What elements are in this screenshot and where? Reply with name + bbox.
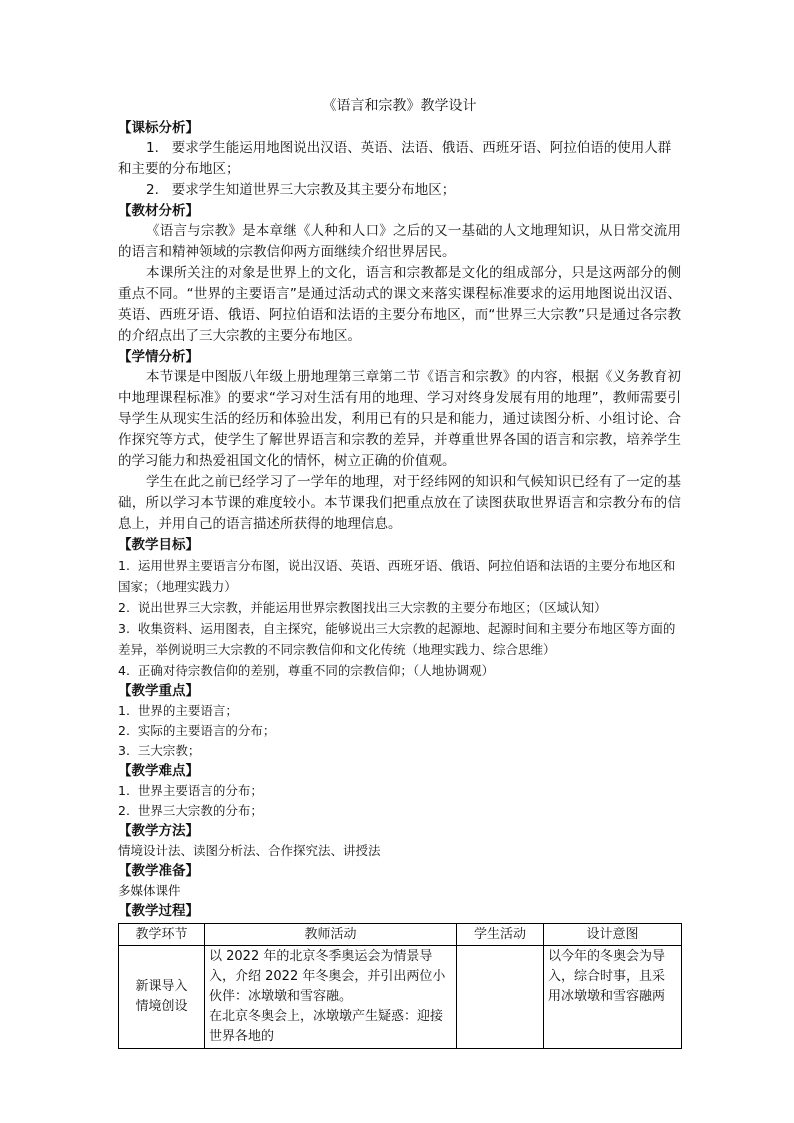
column-header: 学生活动 <box>457 924 544 946</box>
objective-item: 3. 收集资料、运用图表，自主探究，能够说出三大宗教的起源地、起源时间和主要分布地区等方面的差异，举例说明三大宗教的不同宗教信仰和文化传统（地理实践力、综合思维） <box>118 621 676 657</box>
heading-key-points: 【教学重点】 <box>118 683 199 699</box>
heading-textbook: 【教材分析】 <box>118 203 199 219</box>
students-paragraph: 学生在此之前已经学习了一学年的地理，对于经纬网的知识和气候知识已经有了一定的基础，所以学习本节课的难度较小。本节课我们把重点放在了读图获取世界语言和宗教分布的信息上，并用自己的语言描述所获得的地理信息。 <box>118 474 681 532</box>
heading-methods: 【教学方法】 <box>118 823 199 839</box>
heading-standard: 【课标分析】 <box>118 120 199 136</box>
objective-item: 1. 运用世界主要语言分布图，说出汉语、英语、西班牙语、俄语、阿拉伯语和法语的主要分布地区和国家；（地理实践力） <box>118 558 676 594</box>
preparation-text: 多媒体课件 <box>118 883 181 898</box>
key-point-item: 3. 三大宗教； <box>118 743 201 758</box>
heading-students: 【学情分析】 <box>118 349 199 365</box>
heading-preparation: 【教学准备】 <box>118 863 199 879</box>
standard-item: 1. 要求学生能运用地图说出汉语、英语、法语、俄语、西班牙语、阿拉伯语的使用人群和主要的分布地区； <box>118 140 672 177</box>
teacher-activity-cell: 以 2022 年的北京冬季奥运会为情景导入，介绍 2022 年冬奥会，并引出两位小伙伴：冰墩墩和雪容融。 在北京冬奥会上，冰墩墩产生疑惑：迎接世界各地的 <box>205 946 457 1049</box>
standard-item: 2. 要求学生知道世界三大宗教及其主要分布地区； <box>146 182 456 198</box>
student-activity-cell <box>457 946 544 1049</box>
design-intent-cell: 以今年的冬奥会为导入，综合时事，且采用冰墩墩和雪容融两 <box>544 946 682 1049</box>
textbook-paragraph: 本课所关注的对象是世界上的文化，语言和宗教都是文化的组成部分，只是这两部分的侧重点不同。“世界的主要语言”是通过活动式的课文来落实课程标准要求的运用地图说出汉语、英语、西班牙语、俄语、阿拉伯语和法语的主要分布地区，而“世界三大宗教”只是通过各宗教的介绍点出了三大宗教的主要分布地区。 <box>118 265 681 344</box>
document-title: 《语言和宗教》教学设计 <box>322 98 477 114</box>
students-paragraph: 本节课是中图版八年级上册地理第三章第二节《语言和宗教》的内容，根据《义务教育初中地理课程标准》的要求“学习对生活有用的地理、学习对终身发展有用的地理”，教师需要引导学生从现实生活的经历和体验出发，利用已有的只是和能力，通过读图分析、小组讨论、合作探究等方式，使学生了解世界语言和宗教的差异，并尊重世界各国的语言和宗教，培养学生的学习能力和热爱祖国文化的情怀，树立正确的价值观。 <box>118 369 681 469</box>
column-header: 教学环节 <box>119 924 205 946</box>
difficulty-item: 2. 世界三大宗教的分布； <box>118 803 263 818</box>
difficulty-item: 1. 世界主要语言的分布； <box>118 783 263 798</box>
table-header-row <box>119 924 682 946</box>
objective-item: 2. 说出世界三大宗教，并能运用世界宗教图找出三大宗教的主要分布地区；（区域认知） <box>118 600 607 615</box>
document-page <box>118 96 681 1049</box>
methods-text: 情境设计法、读图分析法、合作探究法、讲授法 <box>118 843 381 858</box>
heading-difficulties: 【教学难点】 <box>118 763 199 779</box>
column-header: 设计意图 <box>544 924 682 946</box>
key-point-item: 1. 世界的主要语言； <box>118 703 238 718</box>
column-header: 教师活动 <box>205 924 457 946</box>
objective-item: 4. 正确对待宗教信仰的差别，尊重不同的宗教信仰；（人地协调观） <box>118 663 495 678</box>
table-row <box>119 946 682 1049</box>
key-point-item: 2. 实际的主要语言的分布； <box>118 723 276 738</box>
process-table <box>118 923 682 1049</box>
textbook-paragraph: 《语言与宗教》是本章继《人种和人口》之后的又一基础的人文地理知识，从日常交流用的语言和精神领域的宗教信仰两方面继续介绍世界居民。 <box>118 223 681 260</box>
heading-process: 【教学过程】 <box>118 903 199 919</box>
heading-objectives: 【教学目标】 <box>118 537 199 553</box>
stage-cell: 新课导入 情境创设 <box>119 946 205 1049</box>
